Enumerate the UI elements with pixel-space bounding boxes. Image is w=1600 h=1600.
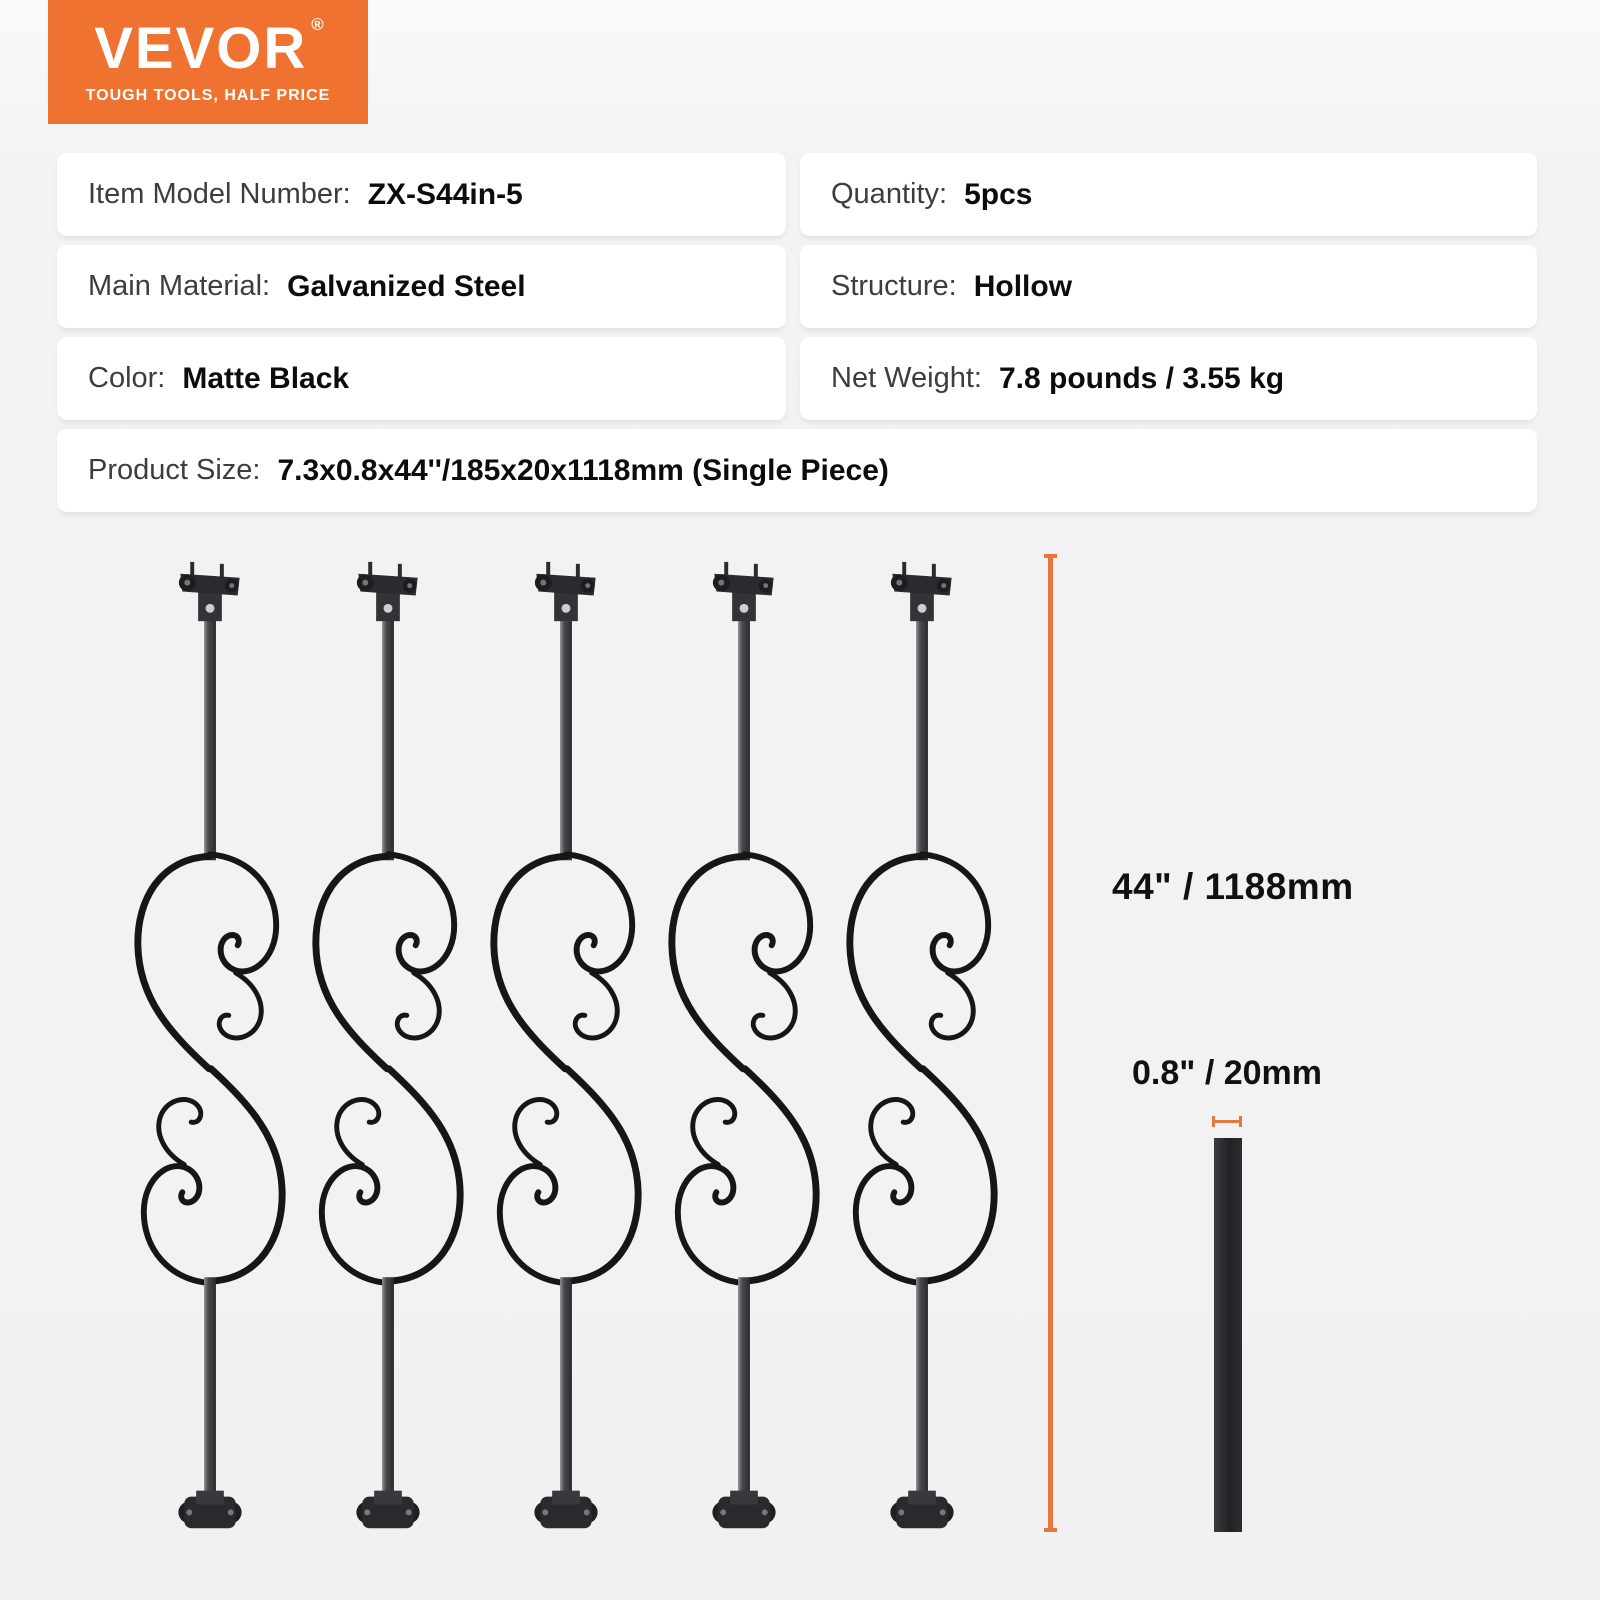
spec-value: Hollow [973,269,1073,303]
spec-label: Quantity: [831,178,948,210]
spec-label: Product Size: [88,454,261,486]
spec-value: ZX-S44in-5 [367,177,523,211]
spec-value: 5pcs [964,177,1033,211]
spec-label: Structure: [831,270,957,302]
thickness-sample-bar [1214,1138,1242,1532]
brand-tagline: TOUGH TOOLS, HALF PRICE [85,86,331,104]
spec-net-weight [800,337,1537,420]
spec-structure [800,245,1537,328]
spec-value: Galvanized Steel [287,269,526,303]
width-dimension-marker [1212,1116,1242,1127]
vevor-logo [48,0,368,124]
spec-label: Main Material: [88,270,271,302]
spec-quantity [800,153,1537,236]
baluster-illustration-5 [833,552,1011,1545]
spec-product-size [57,429,1537,512]
registered-trademark-icon: ® [311,14,326,34]
brand-text: VEVOR [94,15,308,81]
spec-value: 7.8 pounds / 3.55 kg [998,361,1285,395]
spec-value: Matte Black [182,361,350,395]
spec-main-material [57,245,786,328]
spec-label: Item Model Number: [88,178,351,210]
width-marker-beam [1214,1120,1240,1123]
spec-color [57,337,786,420]
spec-label: Net Weight: [831,362,982,394]
spec-item-model-number [57,153,786,236]
baluster-illustration-1 [121,552,299,1545]
width-marker-right-tick [1239,1116,1242,1127]
height-dimension-label: 44" / 1188mm [1112,866,1354,907]
baluster-illustration-2 [299,552,477,1545]
spec-table [57,153,1537,512]
spec-label: Color: [88,362,166,394]
width-dimension-label: 0.8" / 20mm [1132,1054,1323,1092]
height-dimension-line [1048,554,1053,1532]
baluster-illustration-4 [655,552,833,1545]
baluster-illustration-3 [477,552,655,1545]
brand-name [94,14,326,81]
spec-value: 7.3x0.8x44''/185x20x1118mm (Single Piece) [277,453,889,487]
